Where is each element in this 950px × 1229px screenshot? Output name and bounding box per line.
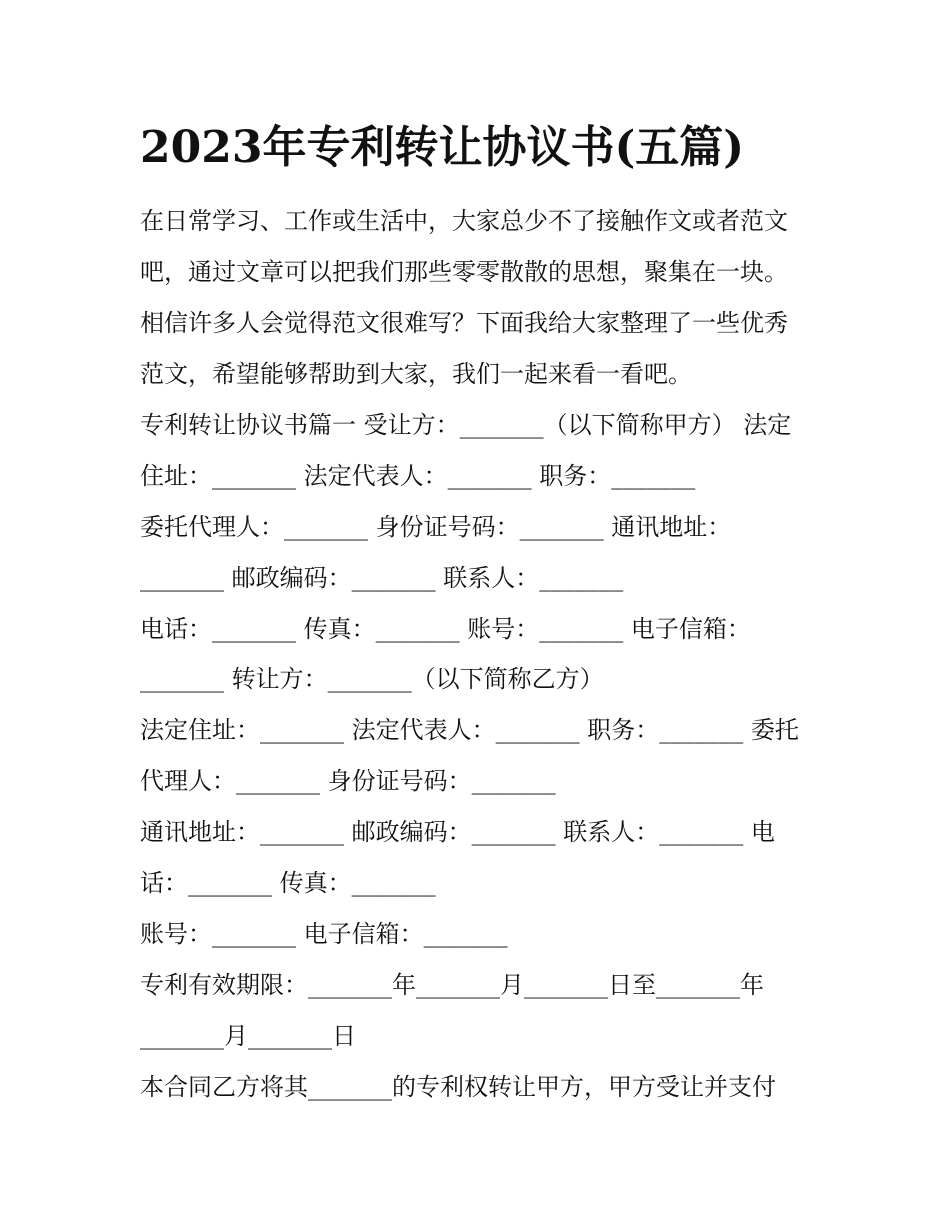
agreement-line-2: 住址：_______ 法定代表人：_______ 职务：_______	[140, 462, 696, 490]
agreement-line-6: _______ 转让方：_______（以下简称乙方）	[140, 665, 604, 693]
agreement-line-9: 通讯地址：_______ 邮政编码：_______ 联系人：_______ 电	[140, 818, 775, 846]
agreement-line-14: 本合同乙方将其_______的专利权转让甲方，甲方受让并支付	[140, 1073, 776, 1101]
intro-line-2: 吧，通过文章可以把我们那些零零散散的思想，聚集在一块。	[140, 258, 788, 286]
intro-line-3: 相信许多人会觉得范文很难写？下面我给大家整理了一些优秀	[140, 309, 788, 337]
agreement-line-7: 法定住址：_______ 法定代表人：_______ 职务：_______ 委托	[140, 716, 799, 744]
agreement-line-13: _______月_______日	[140, 1022, 356, 1050]
agreement-line-11: 账号：_______ 电子信箱：_______	[140, 920, 508, 948]
intro-line-4: 范文，希望能够帮助到大家，我们一起来看一看吧。	[140, 360, 692, 388]
agreement-line-5: 电话：_______ 传真：_______ 账号：_______ 电子信箱：	[140, 615, 751, 643]
agreement-line-8: 代理人：_______ 身份证号码：_______	[140, 767, 556, 795]
agreement-line-12: 专利有效期限：_______年_______月_______日至_______年	[140, 971, 764, 999]
agreement-line-4: _______ 邮政编码：_______ 联系人：_______	[140, 564, 624, 592]
intro-line-1: 在日常学习、工作或生活中，大家总少不了接触作文或者范文	[140, 207, 788, 235]
agreement-line-3: 委托代理人：_______ 身份证号码：_______ 通讯地址：	[140, 513, 732, 541]
agreement-line-1: 专利转让协议书篇一 受让方：_______（以下简称甲方） 法定	[140, 411, 792, 439]
agreement-line-10: 话：_______ 传真：_______	[140, 869, 436, 897]
document-title: 2023年专利转让协议书(五篇)	[140, 122, 745, 173]
